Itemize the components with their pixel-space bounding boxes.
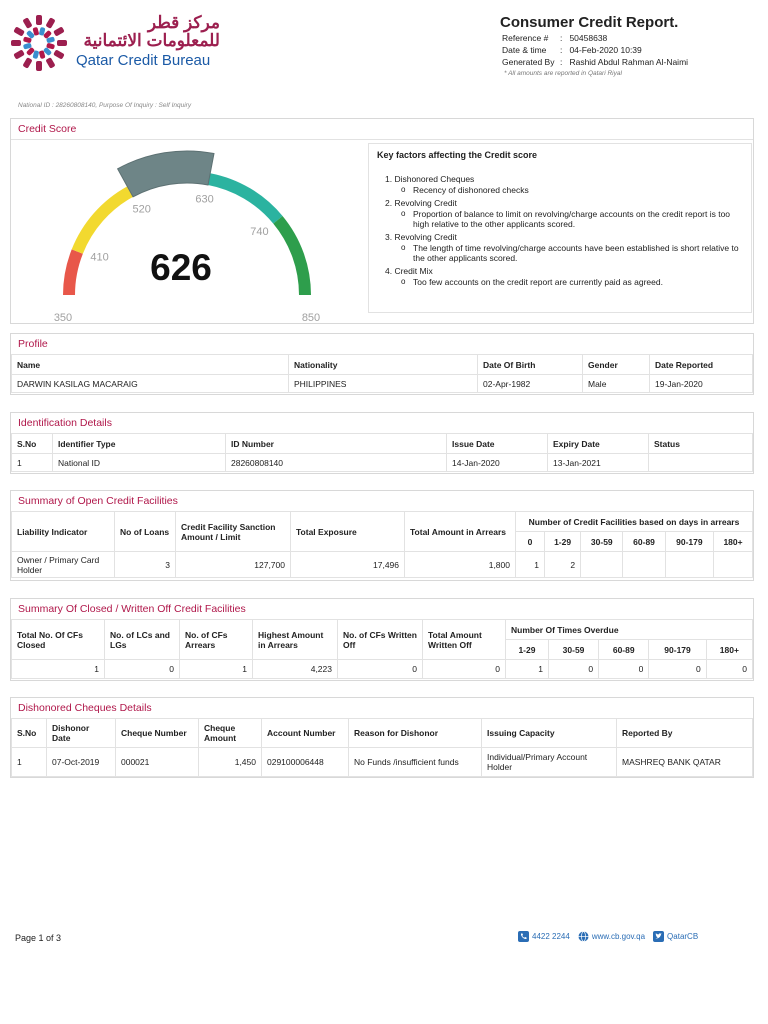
profile-name: DARWIN KASILAG MACARAIG	[12, 375, 289, 393]
table-header-row: Total No. Of CFs Closed No. of LCs and LGs No. of CFs Arrears Highest Amount in Arrears No. of CFs Written Off Total Amount Written Off Number Of Times Overdue	[12, 620, 753, 640]
table-row	[12, 375, 753, 393]
credit-score-section	[10, 118, 754, 324]
gauge-active-segment	[118, 151, 214, 197]
table-row: 1 National ID 28260808140 14-Jan-2020 13-Jan-2021	[12, 454, 753, 472]
section-title: Dishonored Cheques Details	[18, 702, 152, 714]
gauge-tick-label: 350	[53, 312, 73, 323]
profile-gender: Male	[583, 375, 650, 393]
website-contact[interactable]: www.cb.gov.qa	[578, 931, 645, 942]
reported-by: MASHREQ BANK QATAR	[617, 748, 753, 777]
logo-icon	[8, 12, 70, 74]
phone-icon	[518, 931, 529, 942]
dishonored-cheques-table	[11, 718, 753, 777]
credit-score-value: 626	[150, 247, 212, 288]
gauge-segment	[273, 216, 311, 295]
profile-section	[10, 333, 754, 395]
section-title: Summary of Open Credit Facilities	[18, 495, 178, 507]
table-header-row: Name Nationality Date Of Birth Gender Date Reported	[12, 355, 753, 375]
identification-table	[11, 433, 753, 472]
id-status	[649, 454, 753, 472]
footer-contacts	[518, 931, 698, 942]
closed-facilities-table	[11, 619, 753, 679]
profile-table	[11, 354, 753, 393]
table-row: 1 07-Oct-2019 000021 1,450 029100006448 No Funds /insufficient funds Individual/Primary Account Holder MASHREQ BANK QATAR	[12, 748, 753, 777]
gauge-segment	[72, 186, 133, 253]
key-factor-item: 1. Dishonored Cheques o Recency of dishonored checks	[385, 174, 741, 195]
table-header-row: S.No Identifier Type ID Number Issue Date Expiry Date Status	[12, 434, 753, 454]
logo-english-text: Qatar Credit Bureau	[76, 52, 211, 69]
meta-row: Date & time : 04-Feb-2020 10:39	[502, 45, 642, 55]
id-number: 28260808140	[226, 454, 447, 472]
report-meta	[502, 32, 688, 80]
gauge-tick-label: 630	[195, 193, 214, 206]
table-row: 1 0 1 4,223 0 0 1 0 0 0 0	[12, 660, 753, 679]
gauge-tick-label: 850	[301, 312, 321, 323]
profile-dob: 02-Apr-1982	[478, 375, 583, 393]
dishonored-cheques-section	[10, 697, 754, 778]
liability-indicator: Owner / Primary Card Holder	[12, 552, 115, 578]
key-factors-list	[385, 174, 741, 287]
profile-nationality: PHILIPPINES	[289, 375, 478, 393]
section-title: Summary Of Closed / Written Off Credit Facilities	[18, 603, 246, 615]
key-factors-panel	[368, 143, 752, 313]
table-row: Owner / Primary Card Holder 3 127,700 17,496 1,800 1 2	[12, 552, 753, 578]
globe-icon	[578, 931, 589, 942]
table-header-row: 1-29 30-59 60-89 90-179 180+	[12, 640, 753, 660]
table-header-row: S.No Dishonor Date Cheque Number Cheque Amount Account Number Reason for Dishonor Issuing Capacity Reported By	[12, 719, 753, 748]
profile-date-reported: 19-Jan-2020	[650, 375, 753, 393]
section-title: Credit Score	[18, 123, 77, 135]
meta-row: Generated By : Rashid Abdul Rahman Al-Naimi	[502, 57, 689, 67]
key-factor-item: 4. Credit Mix o Too few accounts on the credit report are currently paid as agreed.	[385, 266, 741, 287]
credit-score-gauge	[37, 143, 337, 323]
key-factor-item: 2. Revolving Credit o Proportion of balance to limit on revolving/charge accounts on the credit report is too high relative to the other applicants scored.	[385, 198, 741, 229]
closed-facilities-section	[10, 598, 754, 681]
key-factors-title: Key factors affecting the Credit score	[377, 150, 538, 160]
gauge-tick-label: 740	[250, 226, 269, 239]
twitter-contact[interactable]: QatarCB	[653, 931, 698, 942]
identification-section	[10, 412, 754, 474]
currency-note: * All amounts are reported in Qatari Riyal	[504, 70, 622, 77]
table-header-row: Liability Indicator No of Loans Credit Facility Sanction Amount / Limit Total Exposure Total Amount in Arrears Number of Credit Facilities based on days in arrears	[12, 512, 753, 532]
report-title: Consumer Credit Report.	[500, 14, 679, 31]
gauge-segment	[208, 173, 283, 223]
reference-number: 50458638	[569, 33, 608, 43]
open-facilities-section	[10, 490, 754, 581]
meta-row: Reference # : 50458638	[502, 33, 608, 43]
open-facilities-table	[11, 511, 753, 578]
twitter-icon	[653, 931, 664, 942]
inquiry-line: National ID : 28260808140, Purpose Of Inquiry : Self Inquiry	[18, 102, 192, 109]
logo	[8, 12, 70, 74]
page-number: Page 1 of 3	[15, 933, 62, 943]
report-datetime: 04-Feb-2020 10:39	[569, 45, 642, 55]
gauge-segment	[63, 249, 83, 295]
phone-contact: 4422 2244	[518, 931, 570, 942]
generated-by: Rashid Abdul Rahman Al-Naimi	[569, 57, 689, 67]
section-title: Profile	[18, 338, 48, 350]
section-title: Identification Details	[18, 417, 112, 429]
gauge-tick-label: 410	[90, 251, 109, 264]
key-factor-item: 3. Revolving Credit o The length of time revolving/charge accounts have been established is short relative to the other applicants scored.	[385, 232, 741, 263]
table-header-row: 0 1-29 30-59 60-89 90-179 180+	[12, 532, 753, 552]
logo-arabic-text: مركز قطر للمعلومات الائتمانية	[83, 13, 220, 50]
gauge-tick-label: 520	[132, 203, 151, 216]
